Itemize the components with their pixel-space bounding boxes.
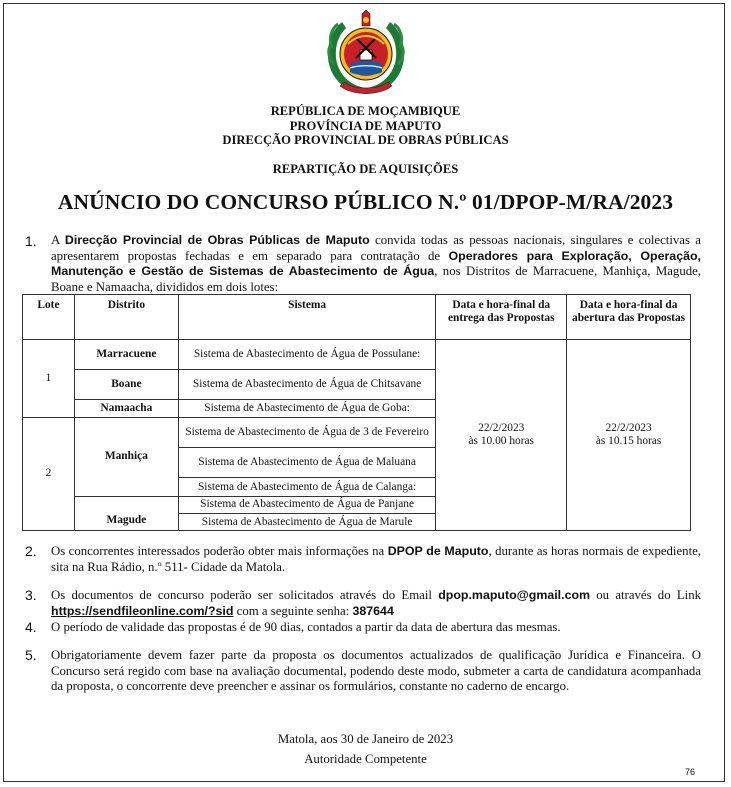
district-manhica: Manhiça — [74, 417, 178, 496]
place-and-date: Matola, aos 30 de Janeiro de 2023 — [277, 732, 454, 746]
item-2-text: Os concorrentes interessados poderão obter mais informações na DPOP de Maputo, durante as horas normais de expediente, sita na Rua Rádio, n.º 511- Cidade da Matola. — [51, 544, 702, 574]
item-3-text: Os documentos de concurso poderão ser solicitados através do Email dpop.maputo@gmail.com ou através do Link https://sendfileonline.com/?sid com a seguinte senha: 387644 — [51, 588, 702, 618]
district-marracuene: Marracuene — [74, 339, 178, 369]
header-country: REPÚBLICA DE MOÇAMBIQUE — [270, 104, 461, 118]
system-calanga: Sistema de Abastecimento de Água de Calanga: — [178, 478, 436, 496]
lots-table — [22, 294, 691, 531]
page-number: 76 — [685, 767, 696, 777]
lote-2: 2 — [23, 417, 75, 530]
national-emblem-icon — [322, 8, 410, 100]
table-header-row — [23, 295, 691, 340]
item-number-2: 2. — [25, 543, 37, 559]
header-department: REPARTIÇÃO DE AQUISIÇÕES — [272, 162, 459, 176]
system-panjane: Sistema de Abastecimento de Água de Panjane — [178, 496, 436, 513]
system-chitsavane: Sistema de Abastecimento de Água de Chitsavane — [178, 369, 436, 399]
district-boane: Boane — [74, 369, 178, 399]
header-distrito: Distrito — [74, 295, 178, 340]
system-possulane: Sistema de Abastecimento de Água de Possulane: — [178, 339, 436, 369]
item-number-5: 5. — [25, 647, 37, 663]
delivery-datetime: 22/2/2023 às 10.00 horas — [436, 339, 567, 530]
system-3-de-fevereiro: Sistema de Abastecimento de Água de 3 de Fevereiro — [178, 417, 436, 447]
district-magude: Magude — [74, 496, 178, 531]
opening-datetime: 22/2/2023 às 10.15 horas — [567, 339, 691, 530]
item-1-text: A Direcção Provincial de Obras Públicas de Maputo convida todas as pessoas nacionais, singulares e colectivas a apresentarem propostas fechadas e em separado para contratação de Operadores para Exploração, Operação, Manutenção e Gestão de Sistemas de Abastecimento de Água, nos Distritos de Marracuene, Manhiça, Magude, Boane e Namaacha, divididos em dois lotes: — [51, 233, 701, 294]
item-5-text: Obrigatoriamente devem fazer parte da proposta os documentos actualizados de qualificação Jurídica e Financeira. O Concurso será regido com base na avaliação documental, podendo deste modo, submeter a carta de candidatura acompanhada da proposta, o concorrente deve preencher e assinar os formulários, constante no caderno de encargo. — [51, 648, 701, 694]
header-directorate: DIRECÇÃO PROVINCIAL DE OBRAS PÚBLICAS — [222, 133, 509, 147]
notice-title: ANÚNCIO DO CONCURSO PÚBLICO N.º 01/DPOP-M/RA/2023 — [57, 190, 674, 214]
table-row — [23, 339, 691, 369]
district-namaacha: Namaacha — [74, 400, 178, 417]
lote-1: 1 — [23, 339, 75, 417]
item-number-3: 3. — [25, 587, 37, 603]
signing-authority: Autoridade Competente — [304, 752, 427, 766]
header-delivery: Data e hora-final da entrega das Propostas — [436, 295, 567, 340]
system-goba: Sistema de Abastecimento de Água de Goba: — [178, 400, 436, 417]
header-province: PROVÍNCIA DE MAPUTO — [289, 119, 442, 133]
header-sistema: Sistema — [178, 295, 436, 340]
header-opening: Data e hora-final da abertura das Propostas — [567, 295, 691, 340]
item-4-text: O período de validade das propostas é de 90 dias, contados a partir da data de abertura das mesmas. — [51, 620, 561, 634]
sendfile-link[interactable]: https://sendfileonline.com/?sid — [51, 603, 234, 618]
header-lote: Lote — [23, 295, 75, 340]
item-number-4: 4. — [25, 619, 37, 635]
item-number-1: 1. — [25, 233, 37, 249]
system-maluana: Sistema de Abastecimento de Água de Maluana — [178, 447, 436, 477]
system-marule: Sistema de Abastecimento de Água de Marule — [178, 513, 436, 530]
